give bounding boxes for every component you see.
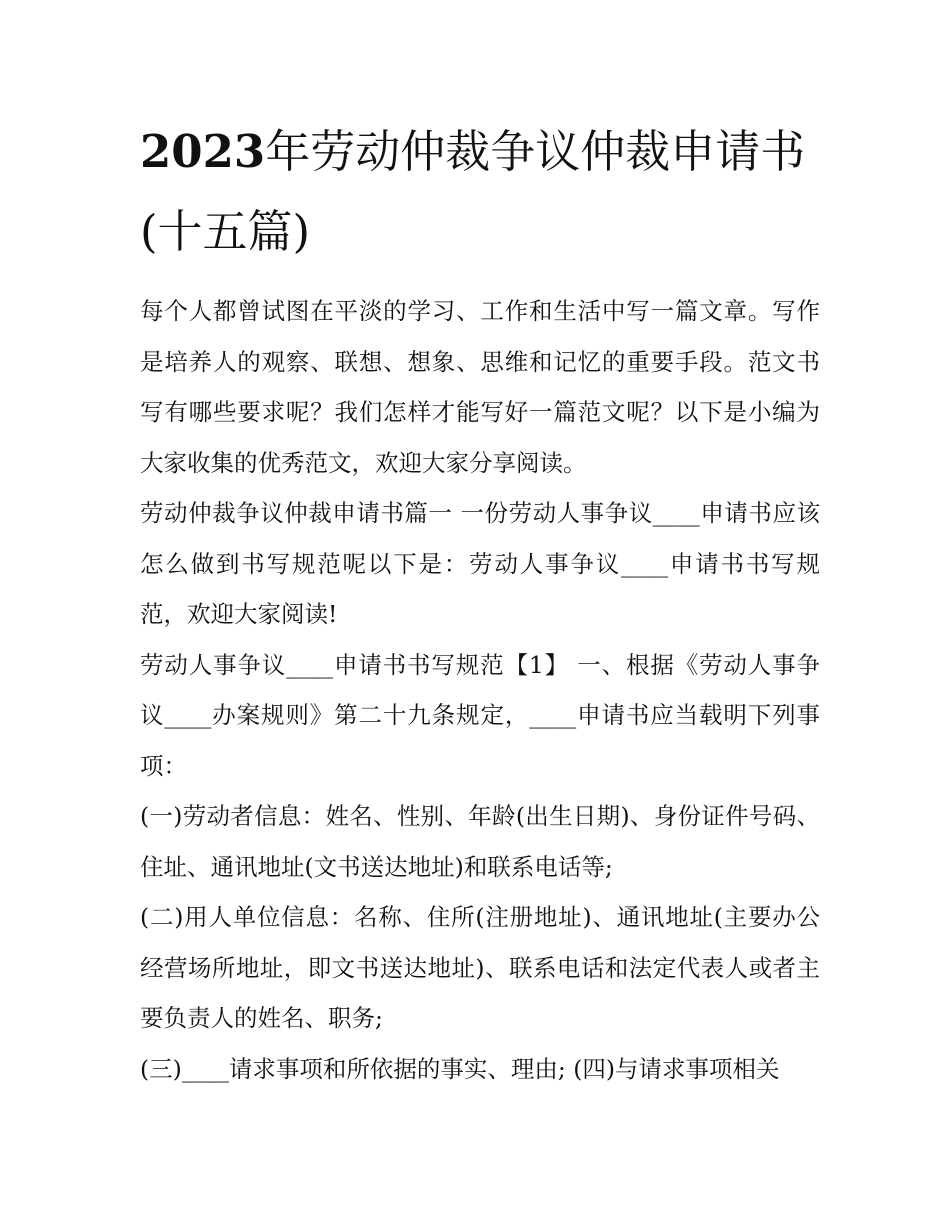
document-title xyxy=(140,112,820,272)
document-page xyxy=(140,112,820,1094)
paragraph-article-one: 劳动仲裁争议仲裁申请书篇一 一份劳动人事争议____申请书应该怎么做到书写规范呢以下是：劳动人事争议____申请书书写规范，欢迎大家阅读! xyxy=(140,499,820,628)
title-year: 2023 xyxy=(140,125,266,178)
paragraph-item-three: (三)____请求事项和所依据的事实、理由; (四)与请求事项相关 xyxy=(140,1054,780,1083)
document-body xyxy=(140,286,820,1094)
paragraph-item-two: (二)用人单位信息：名称、住所(注册地址)、通讯地址(主要办公经营场所地址，即文书送达地址)、联系电话和法定代表人或者主要负责人的姓名、职务; xyxy=(140,903,820,1032)
paragraph-intro: 每个人都曾试图在平淡的学习、工作和生活中写一篇文章。写作是培养人的观察、联想、想象、思维和记忆的重要手段。范文书写有哪些要求呢？我们怎样才能写好一篇范文呢？以下是小编为大家收集的优秀范文，欢迎大家分享阅读。 xyxy=(140,297,820,477)
title-text: 年劳动仲裁争议仲裁申请书(十五篇) xyxy=(140,125,806,258)
paragraph-item-one: (一)劳动者信息：姓名、性别、年龄(出生日期)、身份证件号码、住址、通讯地址(文书送达地址)和联系电话等; xyxy=(140,802,820,881)
paragraph-writing-rules: 劳动人事争议____申请书书写规范【1】 一、根据《劳动人事争议____办案规则》第二十九条规定，____申请书应当载明下列事项： xyxy=(140,650,820,780)
